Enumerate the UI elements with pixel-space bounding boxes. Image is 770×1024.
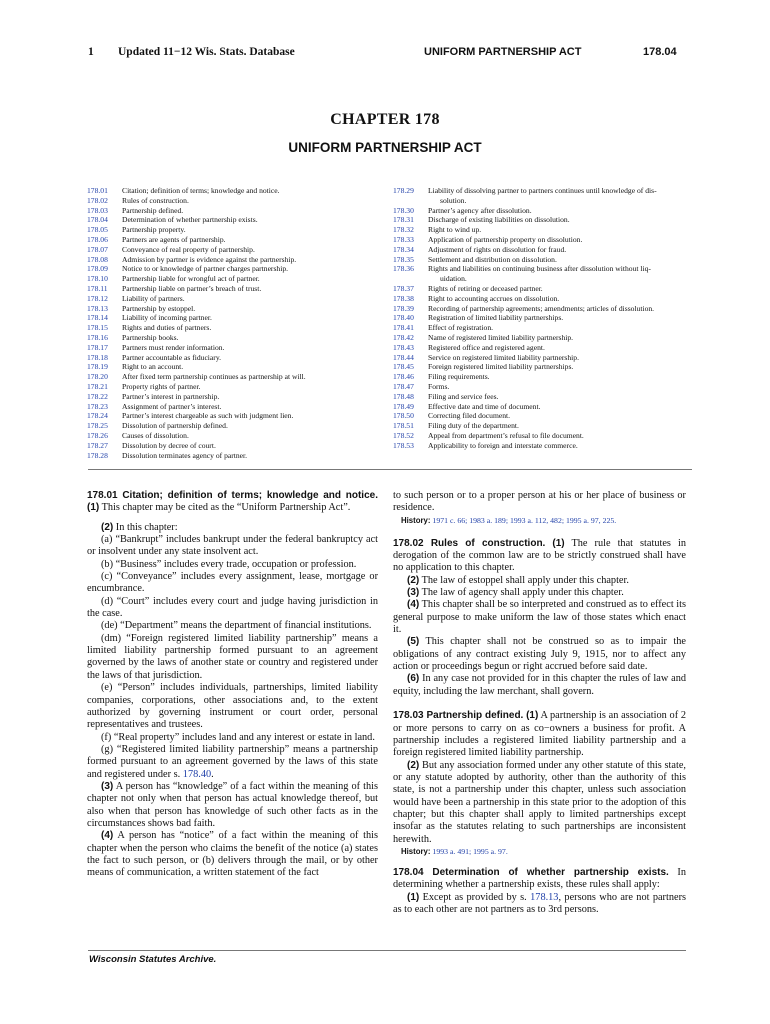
toc-description: Applicability to foreign and interstate commerce. bbox=[428, 440, 578, 450]
toc-right-column bbox=[393, 186, 688, 451]
toc-entry bbox=[87, 235, 377, 245]
toc-entry bbox=[393, 294, 688, 304]
toc-entry bbox=[87, 206, 377, 216]
toc-description: Foreign registered limited liability partnerships. bbox=[428, 362, 574, 372]
footer-divider bbox=[88, 950, 686, 951]
toc-section-link[interactable]: 178.09 bbox=[87, 264, 108, 274]
toc-description: Adjustment of rights on dissolution for fraud. bbox=[428, 244, 567, 254]
toc-entry bbox=[393, 372, 688, 382]
toc-description: Right to wind up. bbox=[428, 225, 482, 235]
toc-entry bbox=[87, 353, 377, 363]
toc-entry bbox=[87, 402, 377, 412]
toc-entry bbox=[87, 441, 377, 451]
toc-description: Right to an account. bbox=[122, 362, 184, 372]
toc-spacer bbox=[393, 274, 428, 284]
toc-entry bbox=[87, 382, 377, 392]
toc-description: uidation. bbox=[440, 274, 467, 284]
toc-description: solution. bbox=[440, 195, 467, 205]
paragraph: (b) “Business” includes every trade, occupation or profession. bbox=[101, 558, 357, 570]
toc-entry bbox=[393, 353, 688, 363]
toc-section-link[interactable]: 178.48 bbox=[393, 391, 414, 401]
toc-section-link[interactable]: 178.08 bbox=[87, 254, 108, 264]
toc-section-link[interactable]: 178.47 bbox=[393, 381, 414, 391]
toc-section-link[interactable]: 178.49 bbox=[393, 401, 414, 411]
toc-description: Registration of limited liability partnerships. bbox=[428, 313, 564, 323]
toc-spacer bbox=[393, 196, 428, 206]
toc-entry bbox=[87, 284, 377, 294]
subsection-number: (1) bbox=[87, 502, 100, 514]
toc-description: Liability of partners. bbox=[122, 293, 185, 303]
toc-description: Assignment of partner’s interest. bbox=[122, 401, 222, 411]
toc-description: Recording of partnership agreements; amendments; articles of dissolution. bbox=[428, 303, 655, 313]
toc-section-link[interactable]: 178.39 bbox=[393, 303, 414, 313]
toc-description: Partners are agents of partnership. bbox=[122, 234, 226, 244]
toc-entry bbox=[393, 411, 688, 421]
toc-section-link[interactable]: 178.11 bbox=[87, 283, 108, 293]
toc-entry bbox=[87, 186, 377, 196]
section-heading: 178.02 Rules of construction. bbox=[393, 537, 546, 549]
toc-description: Forms. bbox=[428, 381, 450, 391]
toc-section-link[interactable]: 178.05 bbox=[87, 225, 108, 235]
toc-entry bbox=[393, 304, 688, 314]
toc-description: Partners must render information. bbox=[122, 342, 225, 352]
toc-description: Rules of construction. bbox=[122, 195, 189, 205]
toc-section-link[interactable]: 178.38 bbox=[393, 293, 414, 303]
paragraph: (f) “Real property” includes land and any interest or estate in land. bbox=[101, 731, 375, 743]
toc-description: After fixed term partnership continues as partnership at will. bbox=[122, 372, 306, 382]
toc-description: Partner’s interest chargeable as such with judgment lien. bbox=[122, 411, 294, 421]
toc-entry bbox=[393, 235, 688, 245]
toc-entry bbox=[87, 255, 377, 265]
toc-description: Effect of registration. bbox=[428, 323, 494, 333]
toc-description: Partnership liable for wrongful act of partner. bbox=[122, 274, 260, 284]
toc-section-link[interactable]: 178.20 bbox=[87, 372, 108, 382]
toc-entry bbox=[393, 323, 688, 333]
section-178-03: 178.03 Partnership defined. (1) A partnership is an association of 2 or more persons to carry on as co−owners a business for profit. A partnership includes a registered limited liability partnership and a foreign registered limited liability partnership. bbox=[393, 710, 686, 759]
toc-entry bbox=[87, 362, 377, 372]
toc-description: Registered office and registered agent. bbox=[428, 342, 545, 352]
paragraph: (e) “Person” includes individuals, partnerships, limited liability companies, corporations, other associations and, to the extent authorized by governing instrument or court order, personal representatives and trustees. bbox=[87, 682, 378, 731]
paragraph: (de) “Department” means the department of financial institutions. bbox=[101, 620, 372, 632]
toc-section-link[interactable]: 178.40 bbox=[393, 313, 414, 323]
toc-section-link[interactable]: 178.34 bbox=[393, 244, 414, 254]
section-heading: 178.03 Partnership defined. bbox=[393, 710, 524, 722]
chapter-title: UNIFORM PARTNERSHIP ACT bbox=[288, 140, 482, 155]
body-left-column bbox=[87, 490, 378, 880]
paragraph: (3) A person has “knowledge” of a fact within the meaning of this chapter not only when that person has actual knowledge thereof, but also when that person has knowledge of such other facts as in the circumstances shows bad faith. bbox=[87, 780, 378, 829]
toc-description: Settlement and distribution on dissolution. bbox=[428, 254, 557, 264]
toc-entry bbox=[87, 411, 377, 421]
toc-entry bbox=[87, 294, 377, 304]
running-section-number: 178.04 bbox=[643, 46, 677, 58]
toc-section-link[interactable]: 178.13 bbox=[87, 303, 108, 313]
paragraph: (3) The law of agency shall apply under this chapter. bbox=[407, 587, 624, 599]
toc-section-link[interactable]: 178.31 bbox=[393, 215, 414, 225]
toc-entry bbox=[393, 245, 688, 255]
paragraph: (2) The law of estoppel shall apply under this chapter. bbox=[407, 574, 629, 586]
toc-section-link[interactable]: 178.26 bbox=[87, 430, 108, 440]
toc-description: Effective date and time of document. bbox=[428, 401, 541, 411]
toc-description: Rights of retiring or deceased partner. bbox=[428, 283, 543, 293]
toc-entry bbox=[393, 333, 688, 343]
toc-description: Conveyance of real property of partnership. bbox=[122, 244, 255, 254]
toc-description: Citation; definition of terms; knowledge and notice. bbox=[122, 186, 280, 195]
toc-description: Application of partnership property on dissolution. bbox=[428, 234, 583, 244]
toc-section-link[interactable]: 178.17 bbox=[87, 342, 108, 352]
toc-description: Partnership by estoppel. bbox=[122, 303, 196, 313]
running-act-title: UNIFORM PARTNERSHIP ACT bbox=[424, 46, 582, 58]
paragraph: (g) “Registered limited liability partnership” means a partnership formed pursuant to an agreement governed by the laws of this state and registered under s. 178.40. bbox=[87, 743, 378, 780]
history-links[interactable]: 1993 a. 491; 1995 a. 97. bbox=[432, 846, 508, 856]
toc-section-link[interactable]: 178.19 bbox=[87, 362, 108, 372]
toc-entry bbox=[393, 284, 688, 294]
toc-entry-continuation bbox=[393, 196, 688, 206]
toc-entry bbox=[393, 362, 688, 372]
toc-entry bbox=[87, 313, 377, 323]
section-178-01: 178.01 Citation; definition of terms; knowledge and notice. (1) This chapter may be cited as the “Uniform Partnership Act”. bbox=[87, 490, 378, 514]
toc-entry bbox=[393, 431, 688, 441]
toc-section-link[interactable]: 178.23 bbox=[87, 401, 108, 411]
toc-section-link[interactable]: 178.45 bbox=[393, 362, 414, 372]
toc-section-link[interactable]: 178.04 bbox=[87, 215, 108, 225]
toc-description: Right to accounting accrues on dissolution. bbox=[428, 293, 560, 303]
paragraph: (4) This chapter shall be so interpreted and construed as to effect its general purpose to make uniform the law of those states which enact it. bbox=[393, 599, 686, 636]
toc-entry bbox=[393, 225, 688, 235]
toc-entry bbox=[87, 451, 377, 461]
toc-description: Partner’s interest in partnership. bbox=[122, 391, 220, 401]
toc-section-link[interactable]: 178.16 bbox=[87, 332, 108, 342]
paragraph: to such person or to a proper person at his or her place of business or residence. bbox=[393, 490, 686, 514]
toc-section-link[interactable]: 178.27 bbox=[87, 440, 108, 450]
section-178-02: 178.02 Rules of construction. (1) The rule that statutes in derogation of the common law are to be strictly construed shall have no application to this chapter. bbox=[393, 537, 686, 574]
toc-section-link[interactable]: 178.07 bbox=[87, 244, 108, 254]
toc-section-link[interactable]: 178.18 bbox=[87, 352, 108, 362]
toc-entry bbox=[87, 421, 377, 431]
toc-section-link[interactable]: 178.37 bbox=[393, 283, 414, 293]
toc-entry bbox=[393, 206, 688, 216]
toc-section-link[interactable]: 178.52 bbox=[393, 430, 414, 440]
toc-description: Filing requirements. bbox=[428, 372, 490, 382]
toc-entry bbox=[393, 264, 688, 274]
toc-description: Service on registered limited liability partnership. bbox=[428, 352, 579, 362]
toc-section-link[interactable]: 178.41 bbox=[393, 323, 414, 333]
toc-section-link[interactable]: 178.02 bbox=[87, 195, 108, 205]
toc-entry bbox=[87, 392, 377, 402]
statute-link[interactable]: 178.13 bbox=[530, 891, 559, 903]
toc-description: Name of registered limited liability partnership. bbox=[428, 332, 574, 342]
toc-entry bbox=[393, 402, 688, 412]
toc-entry bbox=[87, 196, 377, 206]
paragraph: (c) “Conveyance” includes every assignment, lease, mortgage or encumbrance. bbox=[87, 571, 378, 595]
toc-section-link[interactable]: 178.24 bbox=[87, 411, 108, 421]
toc-section-link[interactable]: 178.28 bbox=[87, 450, 108, 460]
toc-entry bbox=[87, 215, 377, 225]
paragraph: (2) In this chapter: bbox=[101, 521, 178, 533]
toc-description: Causes of dissolution. bbox=[122, 430, 189, 440]
toc-description: Discharge of existing liabilities on dissolution. bbox=[428, 215, 570, 225]
toc-description: Correcting filed document. bbox=[428, 411, 511, 421]
toc-entry bbox=[393, 392, 688, 402]
toc-entry bbox=[87, 333, 377, 343]
chapter-heading: CHAPTER 178 bbox=[330, 111, 440, 128]
section-heading: 178.01 Citation; definition of terms; knowledge and notice. bbox=[87, 490, 378, 501]
toc-entry bbox=[393, 186, 688, 196]
toc-section-link[interactable]: 178.43 bbox=[393, 342, 414, 352]
toc-section-link[interactable]: 178.33 bbox=[393, 234, 414, 244]
paragraph: (2) But any association formed under any other statute of this state, or any statute adopted by authority, other than the authority of this state, is not a partnership under this chapter, unless such association would have been a partnership in this state prior to the adoption of this chapter; but this chapter shall apply to limited partnerships except insofar as the statutes relating to such partnerships are inconsistent herewith. bbox=[393, 759, 686, 845]
paragraph: (1) Except as provided by s. 178.13, persons who are not partners as to each other are not partners as to 3rd persons. bbox=[393, 891, 687, 915]
toc-description: Partnership defined. bbox=[122, 205, 184, 215]
toc-section-link[interactable]: 178.29 bbox=[393, 186, 414, 195]
toc-entry bbox=[87, 372, 377, 382]
paragraph: (5) This chapter shall not be construed so as to impair the obligations of any contract existing July 9, 1915, nor to affect any action or proceedings begun or right accrued before said date. bbox=[393, 636, 686, 673]
toc-section-link[interactable]: 178.46 bbox=[393, 372, 414, 382]
paragraph: (a) “Bankrupt” includes bankrupt under the federal bankruptcy act or insolvent under any state insolvent act. bbox=[87, 534, 378, 558]
toc-entry bbox=[393, 255, 688, 265]
toc-description: Partner’s agency after dissolution. bbox=[428, 205, 532, 215]
toc-section-link[interactable]: 178.01 bbox=[87, 186, 108, 195]
toc-entry bbox=[393, 343, 688, 353]
toc-description: Property rights of partner. bbox=[122, 381, 201, 391]
toc-section-link[interactable]: 178.03 bbox=[87, 205, 108, 215]
archive-footer: Wisconsin Statutes Archive. bbox=[89, 954, 217, 965]
toc-entry bbox=[87, 343, 377, 353]
toc-description: Rights and duties of partners. bbox=[122, 323, 212, 333]
toc-description: Admission by partner is evidence against the partnership. bbox=[122, 254, 297, 264]
toc-section-link[interactable]: 178.12 bbox=[87, 293, 108, 303]
page-number: 1 bbox=[88, 46, 94, 58]
database-label: Updated 11−12 Wis. Stats. Database bbox=[118, 46, 295, 58]
toc-section-link[interactable]: 178.44 bbox=[393, 352, 414, 362]
toc-description: Partnership liable on partner’s breach of trust. bbox=[122, 283, 262, 293]
toc-section-link[interactable]: 178.51 bbox=[393, 421, 414, 431]
section-heading: 178.04 Determination of whether partnership exists. bbox=[393, 866, 669, 878]
toc-section-link[interactable]: 178.53 bbox=[393, 440, 414, 450]
toc-section-link[interactable]: 178.21 bbox=[87, 381, 108, 391]
toc-entry bbox=[393, 382, 688, 392]
toc-section-link[interactable]: 178.36 bbox=[393, 264, 414, 274]
toc-section-link[interactable]: 178.14 bbox=[87, 313, 108, 323]
toc-entry-continuation bbox=[393, 274, 688, 284]
toc-entry bbox=[393, 313, 688, 323]
toc-description: Determination of whether partnership exists. bbox=[122, 215, 258, 225]
toc-entry bbox=[393, 441, 688, 451]
toc-section-link[interactable]: 178.25 bbox=[87, 421, 108, 431]
toc-description: Rights and liabilities on continuing business after dissolution without liq- bbox=[428, 264, 651, 274]
toc-description: Filing duty of the department. bbox=[428, 421, 519, 431]
toc-entry bbox=[87, 264, 377, 274]
toc-entry bbox=[87, 274, 377, 284]
toc-description: Dissolution terminates agency of partner. bbox=[122, 450, 248, 460]
toc-description: Partner accountable as fiduciary. bbox=[122, 352, 222, 362]
toc-section-link[interactable]: 178.42 bbox=[393, 332, 414, 342]
toc-description: Partnership books. bbox=[122, 332, 179, 342]
toc-entry bbox=[87, 431, 377, 441]
toc-divider bbox=[88, 469, 692, 470]
paragraph: (d) “Court” includes every court and judge having jurisdiction in the case. bbox=[87, 595, 378, 620]
toc-description: Partnership property. bbox=[122, 225, 186, 235]
toc-section-link[interactable]: 178.32 bbox=[393, 225, 414, 235]
paragraph: (4) A person has “notice” of a fact within the meaning of this chapter when the person who claims the benefit of the notice (a) states the fact to such person, or (b) delivers through the mail, or by other means of communication, a written statement of the fact bbox=[87, 830, 378, 879]
history-links[interactable]: 1971 c. 66; 1983 a. 189; 1993 a. 112, 482; 1995 a. 97, 225. bbox=[432, 515, 617, 525]
toc-section-link[interactable]: 178.10 bbox=[87, 274, 108, 284]
toc-entry bbox=[393, 215, 688, 225]
toc-section-link[interactable]: 178.30 bbox=[393, 205, 414, 215]
history-note: History: 1971 c. 66; 1983 a. 189; 1993 a. 112, 482; 1995 a. 97, 225. bbox=[401, 515, 617, 525]
toc-entry bbox=[87, 323, 377, 333]
toc-section-link[interactable]: 178.06 bbox=[87, 234, 108, 244]
section-178-04: 178.04 Determination of whether partnership exists. In determining whether a partnership exists, these rules shall apply: bbox=[393, 866, 686, 891]
toc-description: Dissolution by decree of court. bbox=[122, 440, 216, 450]
toc-description: Filing and service fees. bbox=[428, 391, 499, 401]
toc-section-link[interactable]: 178.35 bbox=[393, 254, 414, 264]
statute-link[interactable]: 178.40 bbox=[182, 768, 212, 780]
history-note: History: 1993 a. 491; 1995 a. 97. bbox=[401, 846, 508, 856]
toc-description: Notice to or knowledge of partner charges partnership. bbox=[122, 264, 289, 274]
toc-description: Liability of dissolving partner to partners continues until knowledge of dis- bbox=[428, 186, 657, 195]
body-right-column bbox=[393, 490, 686, 916]
toc-section-link[interactable]: 178.22 bbox=[87, 391, 108, 401]
toc-description: Liability of incoming partner. bbox=[122, 313, 212, 323]
toc-description: Dissolution of partnership defined. bbox=[122, 421, 228, 431]
toc-entry bbox=[393, 421, 688, 431]
toc-description: Appeal from department’s refusal to file document. bbox=[428, 430, 584, 440]
toc-entry bbox=[87, 245, 377, 255]
paragraph: (dm) “Foreign registered limited liability partnership” means a limited liability partnership formed pursuant to an agreement governed by the laws of another state or country and registered under the laws of that jurisdiction. bbox=[87, 632, 378, 681]
toc-left-column bbox=[87, 186, 377, 460]
toc-section-link[interactable]: 178.15 bbox=[87, 323, 108, 333]
toc-section-link[interactable]: 178.50 bbox=[393, 411, 414, 421]
paragraph: (6) In any case not provided for in this chapter the rules of law and equity, including the law merchant, shall govern. bbox=[393, 673, 686, 697]
toc-entry bbox=[87, 304, 377, 314]
toc-entry bbox=[87, 225, 377, 235]
